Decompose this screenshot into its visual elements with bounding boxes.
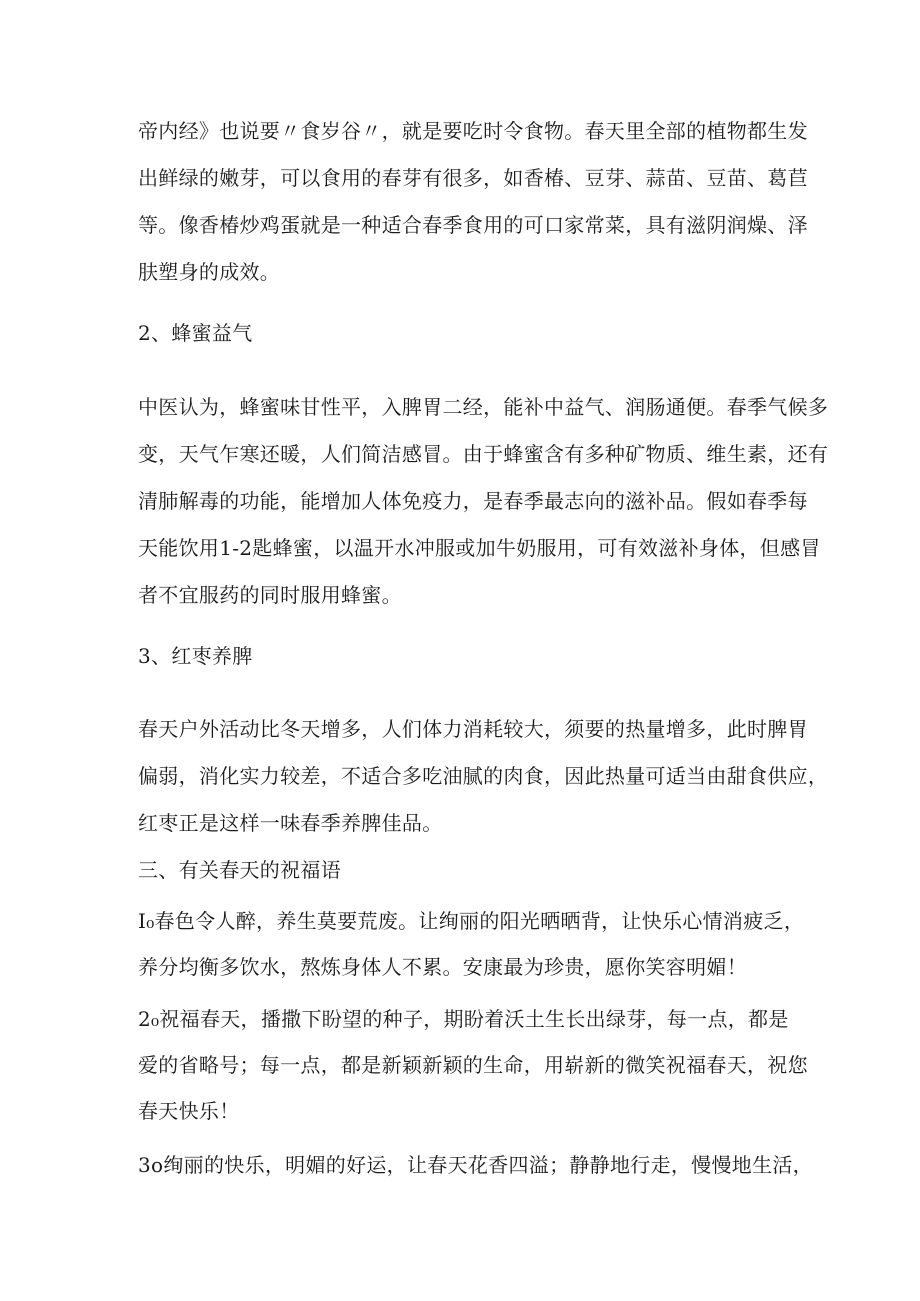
text-line: 红枣正是这样一味春季养脾佳品。: [138, 811, 443, 835]
text-line: I₀春色令人醉，养生莫要荒废。让绚丽的阳光晒晒背，让快乐心情消疲乏，: [138, 909, 805, 933]
text-line: 养分均衡多饮水，熬炼身体人不累。安康最为珍贵，愿你笑容明媚！: [138, 955, 747, 979]
text-line: 天能饮用1-2匙蜂蜜，以温开水冲服或加牛奶服用，可有效滋补身体，但感冒: [138, 536, 821, 560]
text-line: 春天快乐！: [138, 1099, 240, 1123]
text-line: 出鲜绿的嫩芽，可以食用的春芽有很多，如香椿、豆芽、蒜苗、豆苗、葛苣: [138, 166, 808, 190]
text-line: 清肺解毒的功能，能增加人体免疫力，是春季最志向的滋补品。假如春季每: [138, 489, 808, 513]
text-line: 春天户外活动比冬天增多，人们体力消耗较大，须要的热量增多，此时脾胃: [138, 717, 808, 741]
text-line: 爱的省略号；每一点，都是新颖新颖的生命，用崭新的微笑祝福春天，祝您: [138, 1053, 808, 1077]
text-line: 偏弱，消化实力较差，不适合多吃油腻的肉食，因此热量可适当由甜食供应，: [138, 764, 829, 788]
text-line: 帝内经》也说要〃食岁谷〃，就是要吃时令食物。春天里全部的植物都生发: [138, 119, 808, 143]
text-line: 者不宜服药的同时服用蜂蜜。: [138, 583, 402, 607]
intro-paragraph: [138, 119, 808, 284]
section-heading-jujube: 3、红枣养脾: [138, 644, 253, 668]
text-line: 等。像香椿炒鸡蛋就是一种适合春季食用的可口家常菜，具有滋阴润燥、泽: [138, 213, 808, 237]
jujube-paragraph: [138, 717, 829, 835]
text-line: 3o绚丽的快乐，明媚的好运，让春天花香四溢；静静地行走，慢慢地生活，: [138, 1153, 813, 1177]
text-line: 肤塑身的成效。: [138, 260, 281, 284]
section-heading-honey: 2、蜂蜜益气: [138, 321, 253, 345]
text-line: 2₀祝福春天，播撒下盼望的种子，期盼着沃土生长出绿芽，每一点，都是: [138, 1007, 789, 1031]
blessing-3: [138, 1153, 813, 1177]
section-heading-blessings: 三、有关春天的祝福语: [138, 858, 341, 882]
honey-paragraph: [138, 395, 829, 607]
text-line: 中医认为，蜂蜜味甘性平，入脾胃二经，能补中益气、润肠通便。春季气候多: [138, 395, 829, 419]
blessing-2: [138, 1007, 808, 1123]
blessing-1: [138, 909, 805, 979]
text-line: 变，天气乍寒还暖，人们简洁感冒。由于蜂蜜含有多种矿物质、维生素，还有: [138, 442, 829, 466]
